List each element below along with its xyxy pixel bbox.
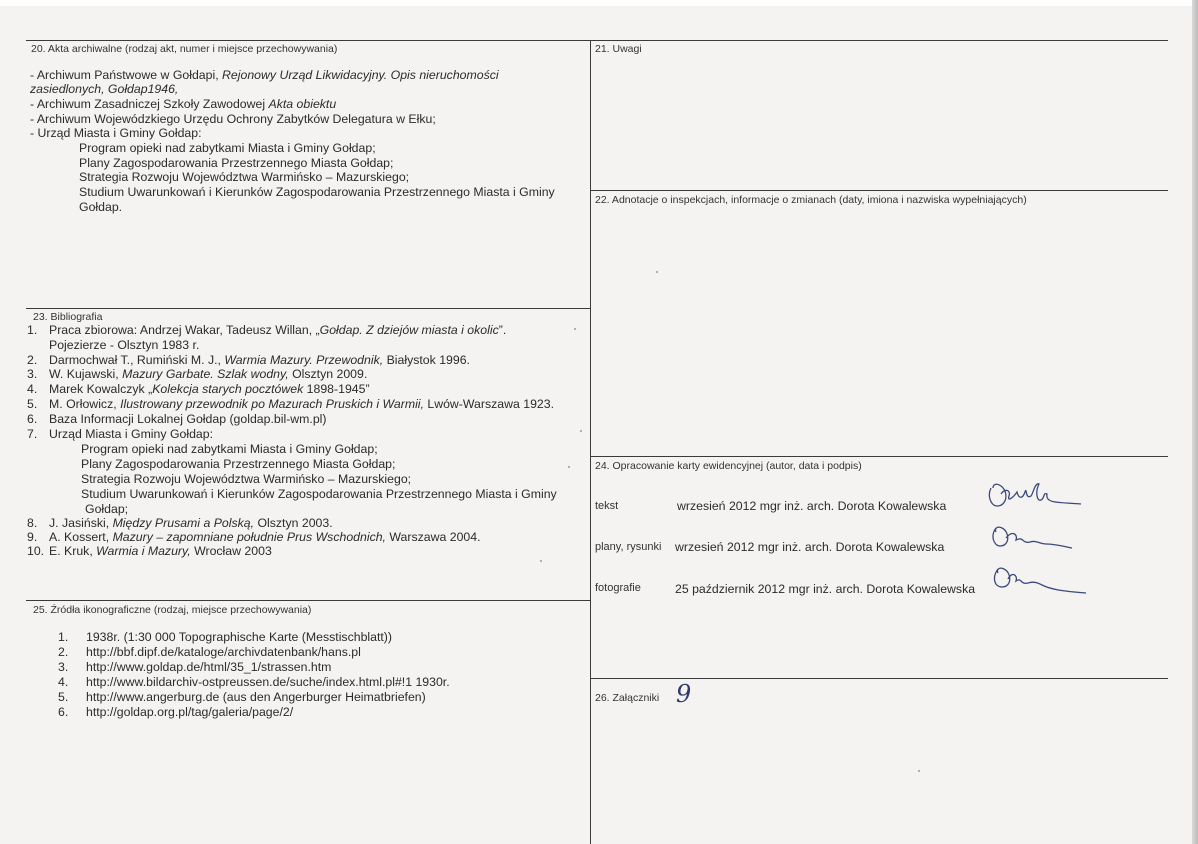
archive-line-2: zasiedlonych, Gołdap1946, <box>30 82 179 96</box>
section-21-heading: 21. Uwagi <box>595 43 642 55</box>
archive-sub-5: Gołdap. <box>79 200 123 214</box>
row-label-plans: plany, rysunki <box>595 541 662 553</box>
archive-line-4: - Archiwum Wojewódzkiego Urzędu Ochrony Zabytków Delegatura w Ełku; <box>30 112 436 126</box>
bib-sub-2: Plany Zagospodarowania Przestrzennego Miasta Gołdap; <box>81 457 396 471</box>
bib-item-1: 1. Praca zbiorowa: Andrzej Wakar, Tadeusz Willan, „Gołdap. Z dziejów miasta i okolic”. <box>27 323 507 337</box>
bib-item-8: 8. J. Jasiński, Między Prusami a Polską, Olsztyn 2003. <box>27 516 333 530</box>
archive-line-1: - Archiwum Państwowe w Gołdapi, Rejonowy Urząd Likwidacyjny. Opis nieruchomości <box>30 68 499 82</box>
icon-source-2: 2. http://bbf.dipf.de/kataloge/archivdatenbank/hans.pl <box>58 645 361 659</box>
row-value-photos: 25 październik 2012 mgr inż. arch. Dorota Kowalewska <box>675 582 976 596</box>
attachments-count: 9 <box>676 680 692 708</box>
scan-speck <box>918 770 920 772</box>
row-value-text: wrzesień 2012 mgr inż. arch. Dorota Kowalewska <box>677 499 947 513</box>
row-label-text: tekst <box>595 500 619 512</box>
signature-plans <box>988 522 1078 554</box>
bib-item-2: 2. Darmochwał T., Rumiński M. J., Warmia Mazury. Przewodnik, Białystok 1996. <box>27 353 470 367</box>
icon-source-4: 4. http://www.bildarchiv-ostpreussen.de/suche/index.html.pl#!1 1930r. <box>58 675 450 689</box>
bib-item-6: 6. Baza Informacji Lokalnej Gołdap (goldap.bil-wm.pl) <box>27 412 327 426</box>
scan-edge <box>1192 0 1198 844</box>
scan-speck <box>574 328 576 330</box>
scan-speck <box>580 430 582 432</box>
rule-20-23 <box>26 308 591 309</box>
bib-sub-3: Strategia Rozwoju Województwa Warmińsko – Mazurskiego; <box>81 472 412 486</box>
bib-sub-5: Gołdap; <box>85 502 129 516</box>
rule-23-25 <box>26 600 591 601</box>
archive-sub-4: Studium Uwarunkowań i Kierunków Zagospodarowania Przestrzennego Miasta i Gminy <box>79 185 555 199</box>
archive-line-3: - Archiwum Zasadniczej Szkoły Zawodowej Akta obiektu <box>30 97 337 111</box>
section-22-heading: 22. Adnotacje o inspekcjach, informacje o zmianach (daty, imiona i nazwiska wypełniających) <box>595 194 1027 206</box>
icon-source-3: 3. http://www.goldap.de/html/35_1/strassen.htm <box>58 660 332 674</box>
icon-source-5: 5. http://www.angerburg.de (aus den Angerburger Heimatbriefen) <box>58 690 426 704</box>
scan-speck <box>568 466 570 468</box>
section-20-heading: 20. Akta archiwalne (rodzaj akt, numer i miejsce przechowywania) <box>31 43 338 55</box>
archive-line-5: - Urząd Miasta i Gminy Gołdap: <box>30 126 202 140</box>
bib-item-1-cont: Pojezierze - Olsztyn 1983 r. <box>49 338 200 352</box>
bib-item-9: 9. A. Kossert, Mazury – zapomniane południe Prus Wschodnich, Warszawa 2004. <box>27 530 481 544</box>
archive-sub-1: Program opieki nad zabytkami Miasta i Gminy Gołdap; <box>79 141 376 155</box>
scan-speck <box>540 560 542 562</box>
archive-sub-2: Plany Zagospodarowania Przestrzennego Miasta Gołdap; <box>79 156 394 170</box>
bib-item-4: 4. Marek Kowalczyk „Kolekcja starych pocztówek 1898-1945” <box>27 382 370 396</box>
bib-item-10: 10. E. Kruk, Warmia i Mazury, Wrocław 2003 <box>27 544 272 558</box>
bib-item-5: 5. M. Orłowicz, Ilustrowany przewodnik po Mazurach Pruskich i Warmii, Lwów-Warszawa 1923. <box>27 397 555 411</box>
rule-21-22 <box>590 190 1168 191</box>
row-value-plans: wrzesień 2012 mgr inż. arch. Dorota Kowalewska <box>675 540 945 554</box>
scan-speck <box>656 271 658 273</box>
bib-sub-1: Program opieki nad zabytkami Miasta i Gminy Gołdap; <box>81 442 378 456</box>
bib-item-3: 3. W. Kujawski, Mazury Garbate. Szlak wodny, Olsztyn 2009. <box>27 367 368 381</box>
section-26-heading: 26. Załączniki <box>595 692 660 704</box>
archive-sub-3: Strategia Rozwoju Województwa Warmińsko – Mazurskiego; <box>79 170 410 184</box>
page-top-margin <box>0 0 1198 6</box>
bib-sub-4: Studium Uwarunkowań i Kierunków Zagospodarowania Przestrzennego Miasta i Gminy <box>81 487 557 501</box>
section-24-heading: 24. Opracowanie karty ewidencyjnej (autor, data i podpis) <box>595 460 862 472</box>
top-rule <box>26 40 1168 41</box>
bib-item-7: 7. Urząd Miasta i Gminy Gołdap: <box>27 427 214 441</box>
rule-24-26 <box>590 678 1168 679</box>
signature-text <box>985 478 1085 514</box>
section-23-heading: 23. Bibliografia <box>33 311 103 323</box>
section-25-heading: 25. Źródła ikonograficzne (rodzaj, miejsce przechowywania) <box>33 604 312 616</box>
icon-source-1: 1. 1938r. (1:30 000 Topographische Karte (Messtischblatt)) <box>58 630 392 644</box>
row-label-photos: fotografie <box>595 582 641 594</box>
center-divider <box>590 40 591 844</box>
signature-photos <box>990 565 1088 597</box>
icon-source-6: 6. http://goldap.org.pl/tag/galeria/page/2/ <box>58 705 294 719</box>
rule-22-24 <box>590 456 1168 457</box>
